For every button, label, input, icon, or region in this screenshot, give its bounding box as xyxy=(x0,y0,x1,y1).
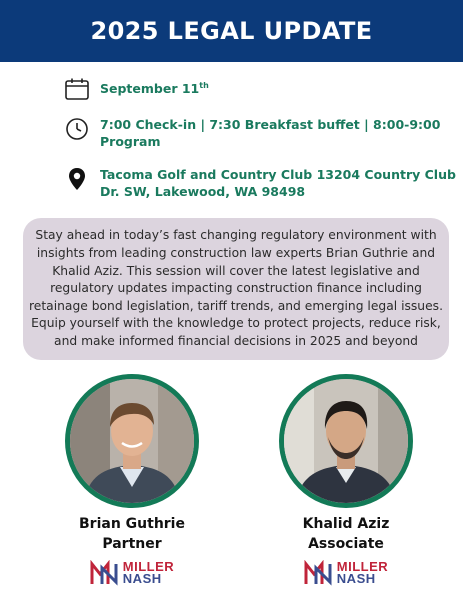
speaker-role: Associate xyxy=(308,536,384,552)
miller-nash-logo: MILLER NASH xyxy=(246,558,446,588)
event-time: 7:00 Check-in | 7:30 Breakfast buffet | 8:00-9:00 Program xyxy=(100,117,441,149)
description-box xyxy=(23,218,449,360)
portrait-image xyxy=(284,379,408,503)
portrait-image xyxy=(70,379,194,503)
event-location: Tacoma Golf and Country Club 13204 Country Club Dr. SW, Lakewood, WA 98498 xyxy=(100,167,456,199)
miller-nash-logo: MILLER NASH xyxy=(32,558,232,588)
calendar-icon xyxy=(64,76,90,102)
event-date: September 11th xyxy=(100,80,209,96)
logo-mark-icon xyxy=(304,560,334,586)
speaker-photo xyxy=(65,374,199,508)
speaker-card-khalid-aziz xyxy=(246,374,446,588)
logo-mark-icon xyxy=(90,560,120,586)
page-title: 2025 LEGAL UPDATE xyxy=(90,17,373,45)
clock-icon xyxy=(64,116,90,142)
event-time-row xyxy=(64,116,440,150)
speaker-name: Khalid Aziz xyxy=(302,516,390,532)
speaker-card-brian-guthrie xyxy=(32,374,232,588)
description-text: Stay ahead in today’s fast changing regulatory environment with insights from leading construction law experts Brian Guthrie and Khalid Aziz. This session will cover the latest legislative and regulatory updates impacting construction finance including retainage bond legislation, tariff trends, and emerging legal issues. Equip yourself with the knowledge to protect projects, reduce risk, and make informed financial decisions in 2025 and beyond xyxy=(29,228,443,348)
speaker-name: Brian Guthrie xyxy=(79,516,185,532)
map-pin-icon xyxy=(64,166,90,192)
speaker-role: Partner xyxy=(102,536,162,552)
header-banner xyxy=(0,0,463,62)
event-date-row xyxy=(64,76,209,102)
speaker-photo xyxy=(279,374,413,508)
event-location-row xyxy=(64,166,456,200)
